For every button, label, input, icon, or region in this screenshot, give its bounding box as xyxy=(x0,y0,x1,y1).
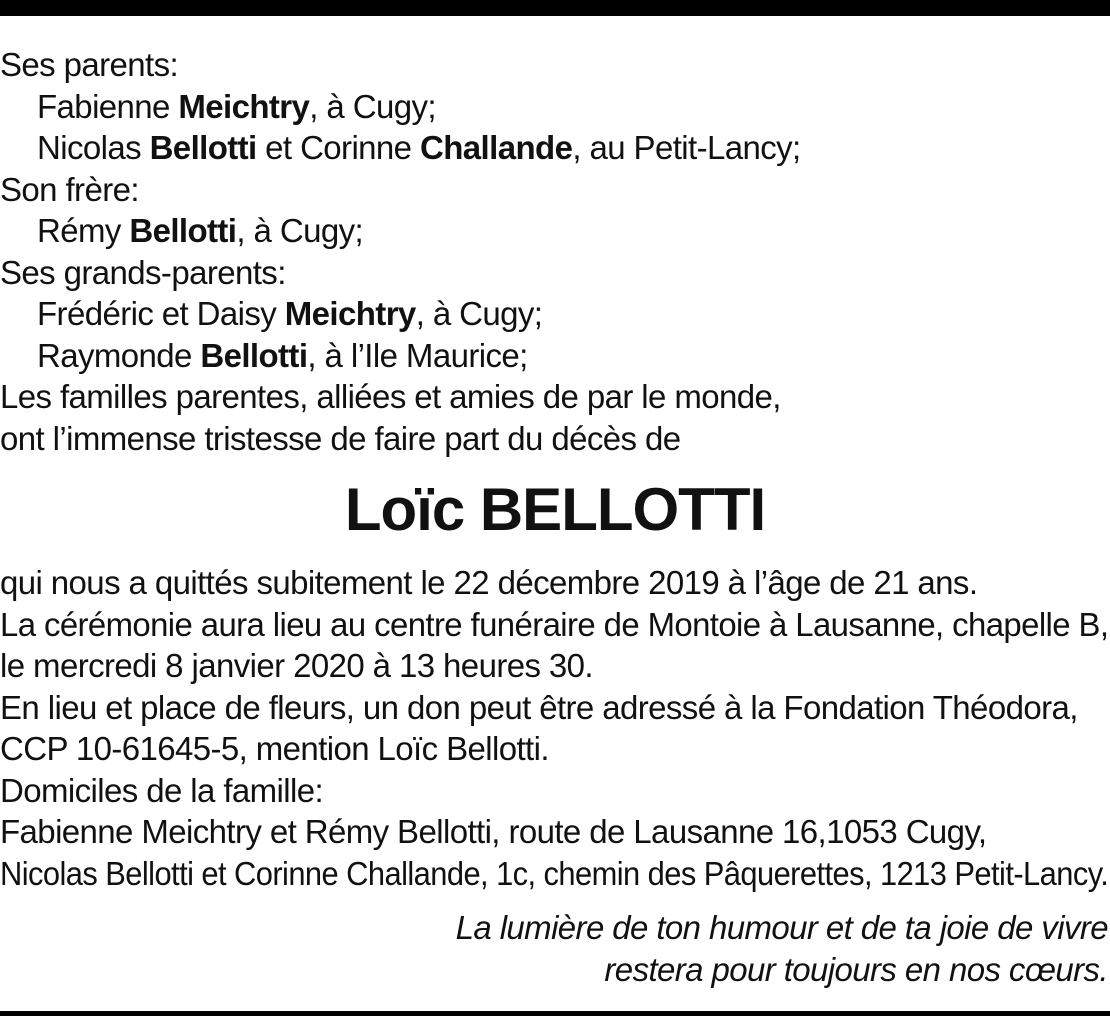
announce-line: ont l’immense tristesse de faire part du décès de xyxy=(0,419,681,457)
deceased-name: Loïc BELLOTTI xyxy=(344,476,766,543)
quote-line-2: restera pour toujours en nos cœurs. xyxy=(604,950,1108,988)
details-line-date: qui nous a quittés subitement le 22 décembre 2019 à l’âge de 21 ans. xyxy=(0,564,978,601)
parents-heading: Ses parents: xyxy=(0,46,179,83)
details-block xyxy=(0,562,1110,894)
mother-line: Fabienne Meichtry, à Cugy; xyxy=(37,87,436,125)
details-line-domicile-1: Fabienne Meichtry et Rémy Bellotti, route de Lausanne 16,1053 Cugy, xyxy=(0,813,987,850)
brother-heading: Son frère: xyxy=(0,170,139,208)
brother-line: Rémy Bellotti, à Cugy; xyxy=(37,212,364,249)
details-line-domiciles-heading: Domiciles de la famille: xyxy=(0,771,324,809)
closing-quote xyxy=(0,907,1108,990)
details-line-ceremony-time: le mercredi 8 janvier 2020 à 13 heures 30. xyxy=(0,647,594,684)
quote-line-1: La lumière de ton humour et de ta joie de vivre xyxy=(455,909,1108,946)
grandparents-line-2: Raymonde Bellotti, à l’Ile Maurice; xyxy=(37,336,528,374)
grandparents-heading: Ses grands-parents: xyxy=(0,253,286,291)
details-line-ccp: CCP 10-61645-5, mention Loïc Bellotti. xyxy=(0,730,549,767)
bottom-rule xyxy=(0,1011,1110,1016)
grandparents-line-1: Frédéric et Daisy Meichtry, à Cugy; xyxy=(37,295,543,332)
father-line: Nicolas Bellotti et Corinne Challande, au Petit-Lancy; xyxy=(37,129,801,166)
details-line-ceremony: La cérémonie aura lieu au centre funéraire de Montoie à Lausanne, chapelle B, xyxy=(0,605,1109,643)
details-line-domicile-2: Nicolas Bellotti et Corinne Challande, 1c, chemin des Pâquerettes, 1213 Petit-Lancy. xyxy=(0,854,1109,892)
family-list xyxy=(0,44,1110,459)
top-rule xyxy=(0,0,1110,16)
details-line-donation: En lieu et place de fleurs, un don peut être adressé à la Fondation Théodora, xyxy=(0,688,1078,726)
families-line: Les familles parentes, alliées et amies de par le monde, xyxy=(0,378,781,415)
